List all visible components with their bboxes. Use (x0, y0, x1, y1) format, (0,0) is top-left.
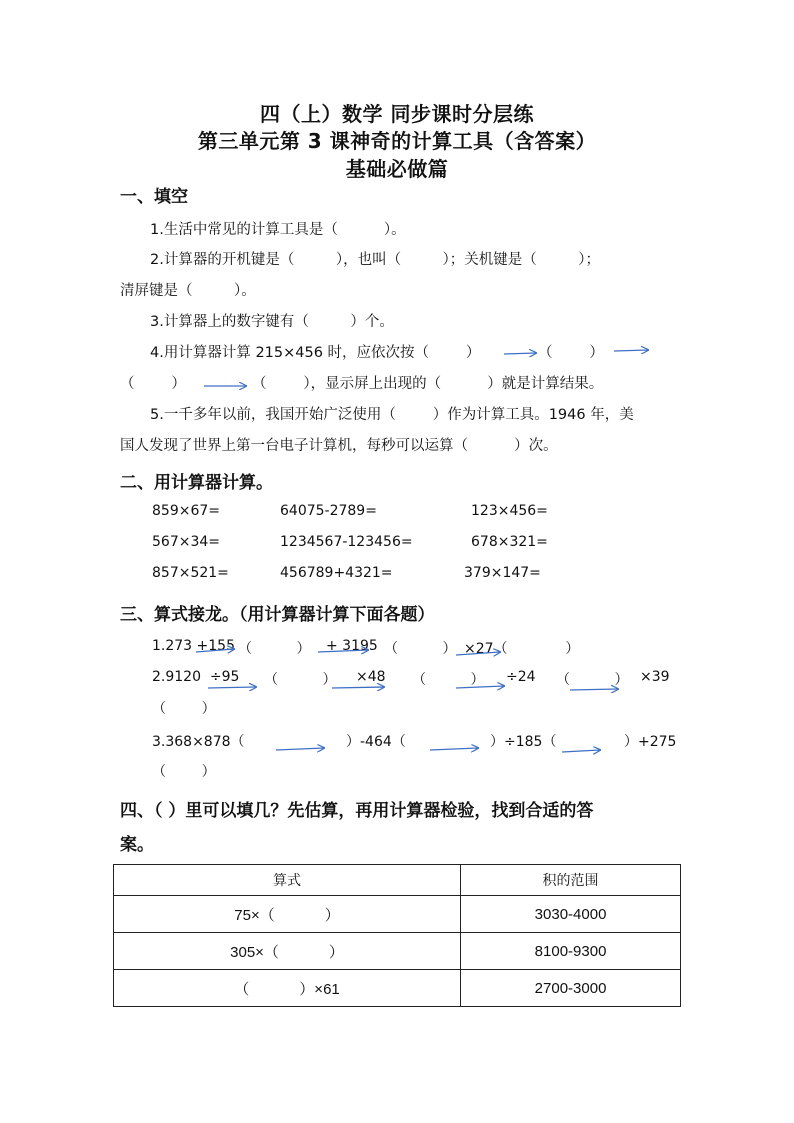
calc-item: 64075-2789= (280, 503, 377, 519)
question-2-line2: 清屏键是（ ）。 (120, 283, 256, 299)
chain-2-blank3: （ ） (556, 672, 629, 688)
chain-3-blank4: （ ） (152, 764, 216, 780)
table-cell-range: 3030-4000 (461, 896, 681, 933)
table-cell-range: 8100-9300 (461, 933, 681, 970)
question-4-line2-part1: （ ） (120, 376, 186, 392)
chain-2-blank1: （ ） (264, 672, 337, 688)
page-title: 四（上）数学 同步课时分层练 (260, 102, 534, 126)
calc-item: 1234567-123456= (280, 534, 413, 550)
chain-2-start: 2.9120 ÷95 (152, 669, 240, 685)
section2-heading: 二、用计算器计算。 (120, 473, 273, 493)
page-subtitle: 第三单元第 3 课神奇的计算工具（含答案） (197, 129, 597, 153)
chain-3-op4: ）+275 (624, 734, 677, 750)
table-header-cell: 积的范围 (461, 865, 681, 896)
chain-1-start: 1.273 +155 (152, 638, 235, 654)
table-cell-expression: （ ）×61 (114, 970, 461, 1007)
chain-1-blank1: （ ） (238, 641, 311, 657)
calc-item: 123×456= (471, 503, 548, 519)
table-row (114, 933, 681, 970)
right-arrow-icon (570, 689, 618, 690)
calc-item: 456789+4321= (280, 565, 393, 581)
question-5-line2: 国人发现了世界上第一台电子计算机，每秒可以运算（ ）次。 (120, 438, 558, 454)
chain-3-op2: ）-464（ (346, 734, 406, 750)
right-arrow-icon (614, 350, 648, 351)
right-arrow-icon (332, 687, 384, 688)
chain-1-end: ×27（ ） (464, 641, 580, 657)
section4-heading-cont: 案。 (120, 835, 154, 855)
chain-3-start: 3.368×878（ (152, 734, 245, 750)
question-2-line1: 2.计算器的开机键是（ ），也叫（ ）；关机键是（ ）； (150, 252, 601, 268)
chain-2-blank2: （ ） (412, 672, 485, 688)
question-4-line1-part2: （ ） (538, 345, 604, 361)
section4-heading: 四、（ ）里可以填几？先估算，再用计算器检验，找到合适的答 (120, 801, 594, 821)
estimate-table (113, 864, 681, 1007)
chain-2-op3: ÷24 (506, 669, 536, 685)
right-arrow-icon (430, 748, 478, 750)
chain-2-op2: ×48 (356, 669, 386, 685)
table-header-cell: 算式 (114, 865, 461, 896)
table-cell-expression: 75×（ ） (114, 896, 461, 933)
table-row (114, 896, 681, 933)
right-arrow-icon (276, 748, 324, 750)
table-header-row (114, 865, 681, 896)
calc-item: 567×34= (152, 534, 220, 550)
question-1: 1.生活中常见的计算工具是（ ）。 (150, 222, 406, 238)
section3-heading: 三、算式接龙。（用计算器计算下面各题） (120, 605, 435, 625)
calc-item: 859×67= (152, 503, 220, 519)
chain-2-op4: ×39 (640, 669, 670, 685)
question-5-line1: 5.一千多年以前，我国开始广泛使用（ ）作为计算工具。1946 年，美 (150, 407, 634, 423)
chain-2-blank4: （ ） (152, 701, 216, 717)
question-3: 3.计算器上的数字键有（ ）个。 (150, 314, 394, 330)
calc-item: 857×521= (152, 565, 229, 581)
right-arrow-icon (208, 687, 256, 688)
question-4-line2-part2: （ ），显示屏上出现的（ ）就是计算结果。 (252, 376, 604, 392)
chain-1-blank2: （ ） (384, 641, 457, 657)
right-arrow-icon (562, 750, 600, 752)
chain-3-op3: ）÷185（ (490, 734, 557, 750)
calc-item: 678×321= (471, 534, 548, 550)
table-cell-range: 2700-3000 (461, 970, 681, 1007)
table-row (114, 970, 681, 1007)
calc-item: 379×147= (464, 565, 541, 581)
section-label: 基础必做篇 (345, 157, 449, 181)
question-4-line1-part1: 4.用计算器计算 215×456 时，应依次按（ ） (150, 345, 481, 361)
chain-1-op2: + 3195 (326, 638, 378, 654)
section1-heading: 一、填空 (120, 187, 188, 207)
table-cell-expression: 305×（ ） (114, 933, 461, 970)
right-arrow-icon (504, 353, 536, 354)
